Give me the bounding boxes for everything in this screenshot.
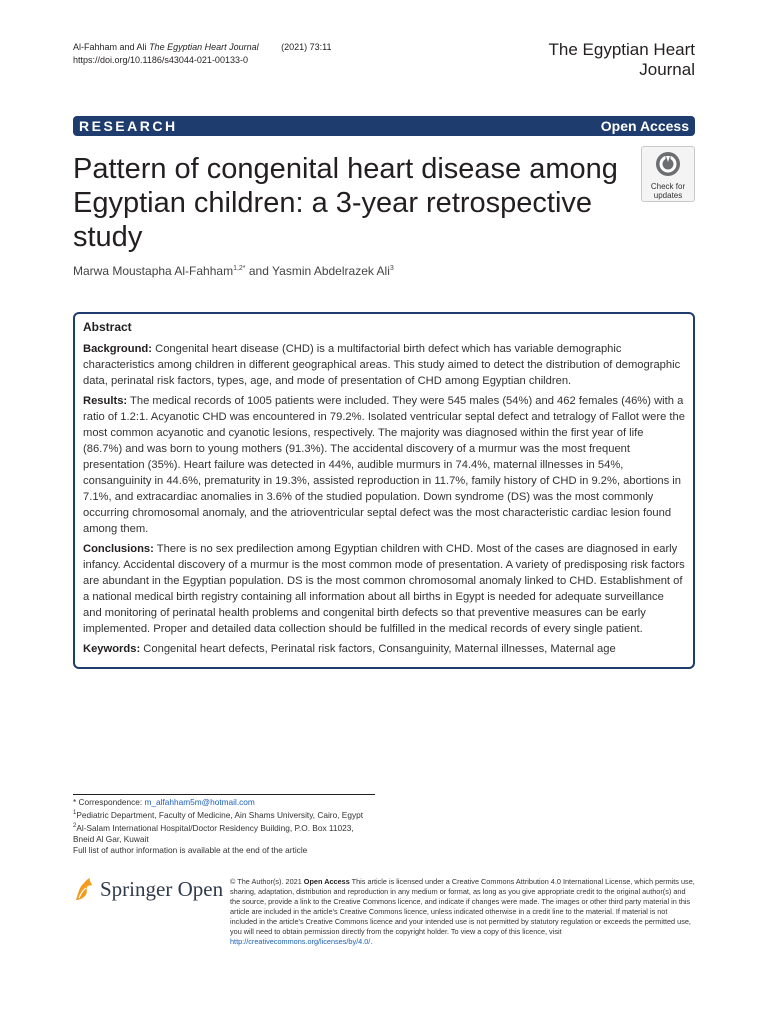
correspondence-line (73, 797, 375, 808)
journal-name-line2: Journal (639, 60, 695, 79)
affiliation-1-text: Pediatric Department, Faculty of Medicine, Ain Shams University, Cairo, Egypt (76, 809, 364, 820)
affiliation-2-sup: 2 (73, 822, 77, 829)
author-2[interactable]: Yasmin Abdelrazek Ali (272, 264, 390, 278)
correspondence-email[interactable]: m_alfahham5m@hotmail.com (144, 797, 255, 807)
abstract-box (73, 312, 695, 669)
header-doi[interactable]: https://doi.org/10.1186/s43044-021-00133-0 (73, 55, 248, 65)
publisher-name (100, 877, 223, 902)
author-1-affiliation: 1,2* (233, 265, 246, 272)
abstract-background (83, 341, 685, 389)
correspondence-footnote (73, 794, 375, 856)
journal-name-line1: The Egyptian Heart (548, 40, 695, 59)
abstract-heading: Abstract (83, 320, 132, 334)
check-updates-line2: updates (653, 191, 683, 200)
section-label: RESEARCH (79, 118, 178, 134)
author-2-affiliation: 3 (389, 265, 394, 272)
full-author-info-note: Full list of author information is available at the end of the article (73, 844, 308, 855)
abstract-conclusions (83, 541, 685, 637)
conclusions-text: There is no sex predilection among Egyptian children with CHD. Most of the cases are diagnosed in early infancy. Accidental discovery of a murmur is the most common mode of presentation. A variety of predisposing risk factors are abundant in the Egyptian population. DS is the most common chromosomal anomaly linked to CHD. Establishment of a national medical birth registry containing all information about all births in Egypt is needed for adequate surveillance and monitoring of perinatal health problems and congenital birth defects so that preventive measures can be early implemented. Proper and detailed data collection should be fulfilled in the medical records of every single patient. (83, 543, 685, 635)
author-list (73, 264, 394, 278)
license-statement (230, 877, 695, 947)
publisher-springer: Springer (100, 876, 173, 901)
license-text: This article is licensed under a Creative Commons Attribution 4.0 International License, which permits use, sharing, adaptation, distribution and reproduction in any medium or format, as long as you give appropriate credit to the original author(s) and the source, provide a link to the Creative Commons licence, and indicate if changes were made. The images or other third party material in this article are included in the article's Creative Commons licence, unless indicated otherwise in a credit line to the material. If material is not included in the article's Creative Commons licence and your intended use is not permitted by statutory regulation or exceeds the permitted use, you will need to obtain permission directly from the copyright holder. To view a copy of this licence, visit (230, 877, 695, 936)
correspondence-label: * Correspondence: (73, 797, 145, 807)
header-journal: The Egyptian Heart Journal (149, 42, 259, 52)
running-header (73, 41, 332, 67)
abstract-results (83, 393, 685, 537)
license-copyright: © The Author(s). 2021 (230, 877, 304, 886)
abstract-keywords (83, 641, 685, 657)
keywords-text: Congenital heart defects, Perinatal risk factors, Consanguinity, Maternal illnesses, Maternal age (140, 643, 616, 655)
open-access-label: Open Access (600, 118, 689, 134)
check-updates-icon (655, 151, 681, 177)
header-authors: Al-Fahham and Ali (73, 42, 147, 52)
author-1[interactable]: Marwa Moustapha Al-Fahham (73, 264, 234, 278)
article-title: Pattern of congenital heart disease among Egyptian children: a 3-year retrospective study (73, 153, 618, 253)
background-label: Background: (83, 343, 152, 355)
results-label: Results: (83, 395, 128, 407)
header-volume: (2021) 73:11 (281, 42, 332, 52)
affiliation-1-sup: 1 (73, 810, 77, 816)
publisher-open: Open (177, 876, 224, 901)
license-oa-label: Open Access (303, 877, 350, 886)
affiliation-2-text: Al-Salam International Hospital/Doctor Residency Building, P.O. Box 11023, Bneid Al Gar, Kuwait (73, 822, 354, 844)
springer-horse-icon (73, 876, 95, 902)
section-band (73, 116, 695, 136)
check-for-updates-badge[interactable] (641, 146, 695, 202)
keywords-label: Keywords: (83, 643, 141, 655)
license-end: . (370, 937, 373, 946)
results-text: The medical records of 1005 patients were included. They were 545 males (54%) and 462 females (46%) with a ratio of 1.2:1. Acyanotic CHD was encountered in 79.2%. Isolated ventricular septal defect and tetralogy of Fallot were the most common acyanotic and cyanotic lesions, respectively. The majority was diagnosed within the first year of life (86.7%) and was born to young mothers (91.3%). The accidental discovery of a murmur was the most frequent presentation (35%). Heart failure was detected in 44%, audible murmurs in 74.4%, maternal illnesses in 54%, consanguinity in 44.6%, prematurity in 19.3%, assisted reproduction in 11.7%, family history of CHD in 9.2%, abortions in 7.1%, and extracardiac anomalies in 3.6% of the studied population. Down syndrome (DS) was the most commonly occurring chromosomal anomaly, and the atrioventricular septal defect was the most characteristic cardiac lesion found among them. (83, 395, 685, 535)
springer-open-logo[interactable] (73, 876, 223, 902)
author-connector: and (245, 264, 273, 278)
check-updates-line1: Check for (650, 182, 686, 191)
conclusions-label: Conclusions: (83, 543, 154, 555)
citation-line (73, 41, 332, 54)
affiliation-1 (73, 808, 375, 821)
license-url[interactable]: http://creativecommons.org/licenses/by/4.0/ (230, 937, 371, 946)
background-text: Congenital heart disease (CHD) is a multifactorial birth defect which has variable demographic characteristics among children in different geographical areas. This study aimed to detect the distribution of demographic data, perinatal risk factors, types, age, and mode of presentation of CHD among Egyptian children. (83, 343, 681, 387)
journal-name (549, 40, 695, 80)
affiliation-2 (73, 821, 375, 845)
